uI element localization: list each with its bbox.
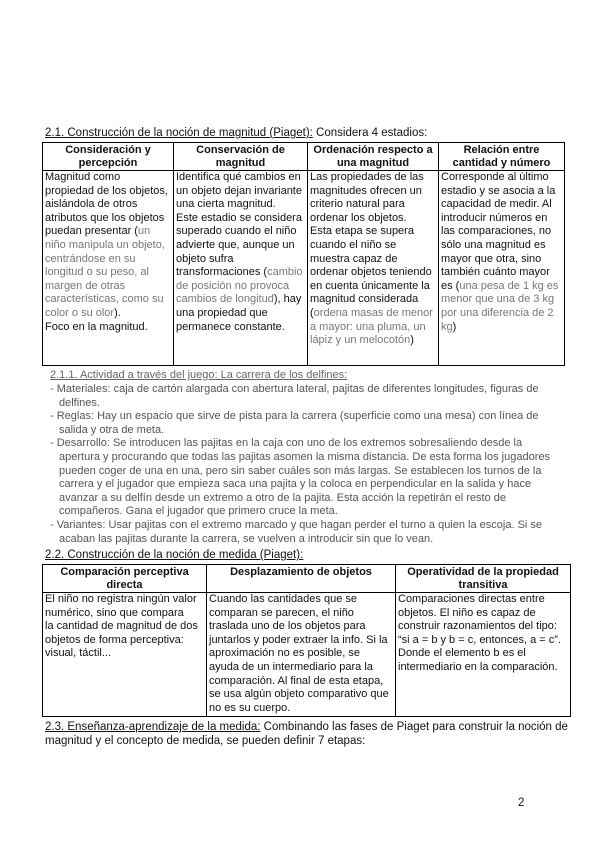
cell-close: ) (410, 334, 414, 347)
section-2-3-title: 2.3. Enseñanza-aprendizaje de la medida: (45, 721, 261, 733)
cell-text-2: Esta etapa se supera cuando el niño se muestra capaz de ordenar objetos teniendo en cuenta únicamente la magnitud considerada ( (310, 225, 432, 319)
cell-text-2: la cantidad de magnitud de dos objetos de forma perceptiva: visual, táctil... (45, 620, 198, 660)
cell-example: una pesa de 1 kg es menor que una de 3 kg por una diferencia de 2 kg (441, 279, 559, 333)
section-2-3-paragraph (45, 720, 570, 748)
header-conservacion: Conservación de magnitud (174, 143, 308, 171)
cell-text: Identifica qué cambios en un objeto dejan invariante una cierta magnitud. (176, 171, 302, 211)
header-comparacion: Comparación perceptiva directa (43, 565, 207, 593)
cell-example: cambio de posición no provoca cambios de longitud (176, 266, 303, 306)
section-2-3-text: Combinando las fases de Piaget para construir la noción de magnitud y el concepto de medida, se pueden definir 7 etapas: (45, 721, 568, 747)
cell-close: ). (114, 306, 121, 319)
table-row (43, 593, 571, 717)
cell-example: ordena masas de menor a mayor: una pluma, un lápiz y un melocotón (310, 306, 433, 347)
cell-operatividad: Comparaciones directas entre objetos. El niño es capaz de construir razonamientos del tipo: “si a = b y b = c, entonces, a = c”. Donde el elemento b es el intermediario en la comparación. (396, 593, 571, 717)
activity-list (46, 383, 566, 546)
activity-title: 2.1.1. Actividad a través del juego: La carrera de los delfines: (50, 369, 348, 381)
cell-comparacion (43, 593, 207, 717)
header-consideracion: Consideración y percepción (43, 143, 174, 171)
cell-ordenacion (308, 171, 439, 366)
section-2-1-note: Considera 4 estadios: (312, 127, 428, 139)
table-header-row (43, 143, 565, 171)
cell-text: Magnitud como propiedad de los objetos, aislándola de otros atributos que los objetos puedan presentar ( (45, 171, 168, 238)
measure-stages-table (42, 564, 571, 717)
cell-example: un niño manipula un objeto, centrándose en su longitud o su peso, al margen de otras características, como su color o su olor (45, 225, 165, 319)
cell-consideracion (43, 171, 174, 366)
cell-relacion (439, 171, 565, 366)
section-2-1-heading (45, 127, 427, 139)
cell-conservacion (174, 171, 308, 366)
cell-text: Corresponde al último estadio y se asocia a la capacidad de medir. Al introducir números en las comparaciones, no sólo una magnitud es mayor que otra, sino también cuánto mayor es ( (441, 171, 556, 292)
magnitude-stages-table (42, 142, 565, 366)
header-operatividad: Operatividad de la propiedad transitiva (396, 565, 571, 593)
section-2-2-title: 2.2. Construcción de la noción de medida (Piaget): (45, 549, 304, 561)
list-item: - Materiales: caja de cartón alargada con abertura lateral, pajitas de diferentes longitudes, figuras de delfines. (46, 383, 566, 410)
header-ordenacion: Ordenación respecto a una magnitud (308, 143, 439, 171)
cell-text: El niño no registra ningún valor numérico, sino que compara (45, 593, 197, 619)
header-relacion: Relación entre cantidad y número (439, 143, 565, 171)
list-item: - Variantes: Usar pajitas con el extremo marcado y que hagan perder el turno a quien la escoja. Si se acaban las pajitas durante la carrera, se vuelven a introducir sin que lo vean. (46, 519, 566, 546)
cell-desplazamiento: Cuando las cantidades que se comparan se parecen, el niño traslada uno de los objetos para juntarlos y poder extraer la info. Si la aproximación no es posible, se ayuda de un intermediario para la comparación. Al final de esta etapa, se usa algún objeto comparativo que no es su cuerpo. (207, 593, 396, 717)
page-number: 2 (518, 797, 525, 809)
table-row (43, 171, 565, 366)
cell-close: ) (452, 320, 457, 333)
header-desplazamiento: Desplazamiento de objetos (207, 565, 396, 593)
list-item: - Desarrollo: Se introducen las pajitas en la caja con uno de los extremos sobresaliendo desde la apertura y procurando que todas las pajitas asomen la misma distancia. De esta forma los jugadores pueden coger de una en una, pero sin saber cuáles son más largas. Se establecen los turnos de la carrera y el jugador que empieza saca una pajita y la coloca en perpendicular en la salida y hace avanzar a su delfín desde un extremo a otro de la pajita. Esta acción la repetirán el resto de compañeros. Gana el jugador que primero cruce la meta. (46, 437, 566, 519)
cell-text: Las propiedades de las magnitudes ofrecen un criterio natural para ordenar los objetos. (310, 171, 424, 224)
cell-close: ), hay una propiedad que permanece constante. (176, 293, 302, 333)
cell-text-2: Foco en la magnitud. (45, 320, 148, 333)
section-2-1-title: 2.1. Construcción de la noción de magnitud (Piaget): (45, 127, 313, 139)
list-item: - Reglas: Hay un espacio que sirve de pista para la carrera (superficie como una mesa) con línea de salida y otra de meta. (46, 410, 566, 437)
table-header-row (43, 565, 571, 593)
cell-text-2: Este estadio se considera superado cuando el niño advierte que, aunque un objeto sufra transformaciones ( (176, 211, 302, 279)
section-2-2-heading (45, 549, 303, 561)
